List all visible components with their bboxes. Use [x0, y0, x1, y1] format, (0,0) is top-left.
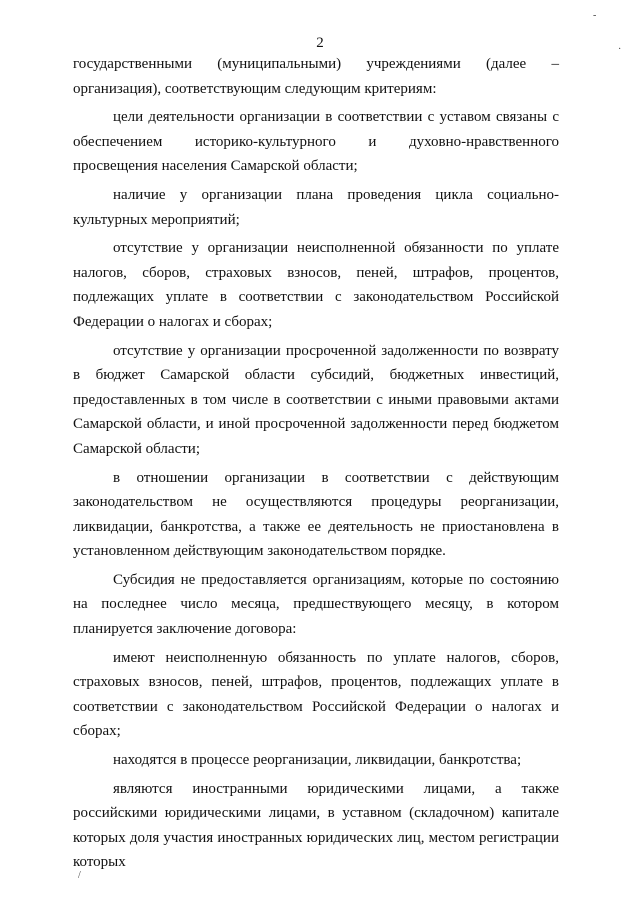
document-body — [73, 52, 559, 879]
paragraph-criterion-no-budget-debt: отсутствие у организации просроченной задолженности по возврату в бюджет Самарской области субсидий, бюджетных инвестиций, предоставленных в том числе в соответствии с иными правовыми актами Самарской области, и иной просроченной задолженности перед бюджетом Самарской области; — [73, 342, 559, 457]
paragraph-subsidy-exclusions: Субсидия не предоставляется организациям, которые по состоянию на последнее число месяца, предшествующего месяцу, в котором планируется заключение договора: — [73, 571, 559, 638]
scan-mark-bottom: / — [78, 870, 81, 881]
paragraph-criterion-no-tax-debt: отсутствие у организации неисполненной обязанности по уплате налогов, сборов, страховых взносов, пеней, штрафов, процентов, подлежащих уплате в соответствии с законодательством Российской Федерации о налогах и сборах; — [73, 240, 559, 330]
paragraph-exclusion-reorganization: находятся в процессе реорганизации, ликвидации, банкротства; — [113, 752, 522, 769]
paragraph-criterion-no-reorganization: в отношении организации в соответствии с действующим законодательством не осуществляются процедуры реорганизации, ликвидации, банкротства, а также ее деятельность не приостановлена в установленном действующим законодательством порядке. — [73, 469, 559, 560]
scan-mark-top: - — [593, 10, 597, 21]
paragraph-criterion-plan: наличие у организации плана проведения цикла социально-культурных мероприятий; — [73, 186, 559, 228]
paragraph-continuation: государственными (муниципальными) учреждениями (далее – организация), соответствующим следующим критериям: — [73, 56, 559, 97]
scan-mark-right: · — [618, 44, 622, 55]
paragraph-exclusion-tax-debt: имеют неисполненную обязанность по уплате налогов, сборов, страховых взносов, пеней, штрафов, процентов, подлежащих уплате в соответствии с законодательством Российской Федерации о налогах и сборах; — [73, 649, 559, 740]
page-number: 2 — [316, 35, 324, 51]
paragraph-criterion-goals: цели деятельности организации в соответствии с уставом связаны с обеспечением историко-культурного и духовно-нравственного просвещения населения Самарской области; — [73, 109, 559, 175]
paragraph-exclusion-foreign-entities: являются иностранными юридическими лицами, а также российскими юридическими лицами, в уставном (складочном) капитале которых доля участия иностранных юридических лиц, местом регистрации которых — [73, 780, 559, 871]
